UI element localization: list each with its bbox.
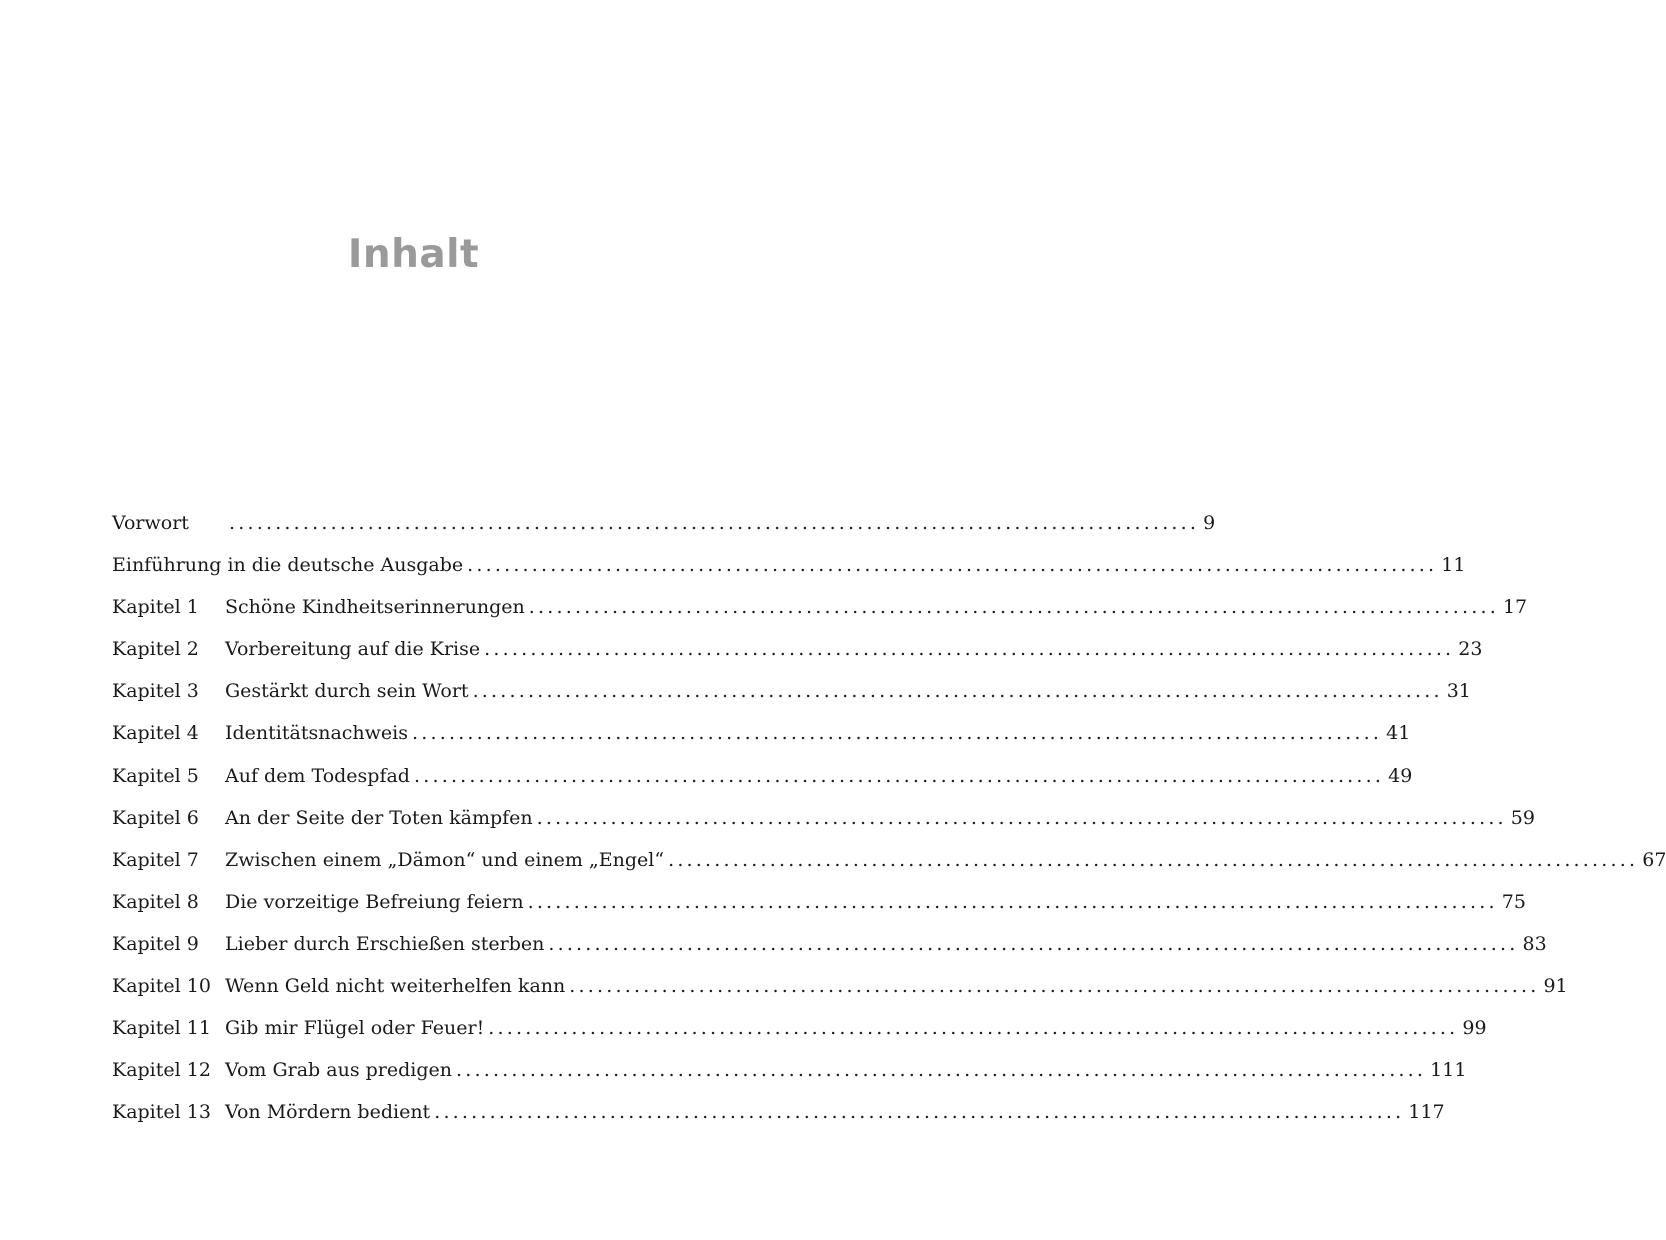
toc-entry-page: 11 (1441, 554, 1466, 577)
toc-leader-dots: ......................................................................................................... (536, 806, 1507, 829)
toc-entry[interactable] (112, 1095, 1445, 1137)
toc-entry-title: Zwischen einem „Dämon“ und einem „Engel“ (225, 848, 665, 871)
toc-entry[interactable] (112, 674, 1471, 716)
toc-entry[interactable] (112, 716, 1411, 758)
toc-entry[interactable] (112, 885, 1526, 927)
toc-entry[interactable] (112, 801, 1535, 843)
toc-entry-title: Lieber durch Erschießen sterben (225, 932, 545, 955)
page-title: Inhalt (347, 232, 480, 277)
toc-entry-label: Kapitel 5 (112, 764, 199, 787)
toc-entry[interactable] (112, 632, 1483, 674)
toc-entry-label: Kapitel 4 (112, 722, 199, 745)
toc-entry-label: Kapitel 9 (112, 932, 199, 955)
toc-leader-dots: ......................................................................................................... (229, 512, 1200, 534)
toc-entry-label: Kapitel 1 (112, 596, 199, 619)
toc-entry-page: 117 (1408, 1101, 1445, 1124)
toc-entry-label: Kapitel 12 (112, 1059, 211, 1082)
toc-entry-title: Wenn Geld nicht weiterhelfen kann (225, 975, 566, 998)
toc-entry-page: 17 (1502, 596, 1528, 619)
toc-leader-dots: ......................................................................................................... (434, 1101, 1405, 1124)
toc-entry-title: Von Mördern bedient (225, 1101, 431, 1124)
toc-leader-dots: ......................................................................................................... (548, 932, 1519, 955)
toc-entry-label: Kapitel 13 (112, 1101, 211, 1124)
toc-entry-title: Vom Grab aus predigen (225, 1059, 452, 1082)
toc-entry[interactable] (112, 843, 1666, 885)
toc-entry-label: Vorwort (112, 512, 189, 534)
toc-entry-page: 31 (1446, 680, 1471, 703)
toc-entry-title: Schöne Kindheitserinnerungen (225, 596, 525, 619)
toc-entry-page: 99 (1462, 1017, 1487, 1040)
toc-leader-dots: ......................................................................................................... (528, 596, 1499, 619)
toc-entry-page: 67 (1642, 848, 1666, 871)
toc-entry-title: Vorbereitung auf die Krise (225, 638, 481, 661)
toc-leader-dots: ......................................................................................................... (456, 1059, 1427, 1082)
toc-leader-dots: ......................................................................................................... (467, 554, 1438, 577)
toc-entry[interactable] (112, 759, 1413, 801)
toc-entry-title: Gib mir Flügel oder Feuer! (225, 1017, 485, 1040)
toc-leader-dots: ......................................................................................................... (413, 764, 1385, 787)
toc-entry-page: 111 (1430, 1059, 1467, 1082)
toc-entry-label: Kapitel 7 (112, 848, 199, 871)
toc-entry-page: 59 (1510, 806, 1535, 829)
toc-leader-dots: ......................................................................................................... (668, 848, 1639, 871)
toc-entry-page: 83 (1522, 932, 1547, 955)
toc-entry-page: 75 (1501, 890, 1526, 913)
toc-entry-label: Kapitel 6 (112, 806, 199, 829)
toc-entry[interactable] (112, 1011, 1487, 1053)
toc-entry-title: An der Seite der Toten kämpfen (225, 806, 533, 829)
table-of-contents (112, 506, 1666, 1137)
toc-entry-label: Kapitel 10 (112, 975, 211, 998)
toc-entry-page: 49 (1388, 764, 1413, 787)
toc-entry[interactable] (112, 590, 1528, 632)
toc-entry[interactable] (112, 927, 1547, 969)
toc-entry-label: Kapitel 3 (112, 680, 199, 703)
toc-leader-dots: ......................................................................................................... (488, 1017, 1459, 1040)
toc-entry[interactable] (112, 969, 1568, 1011)
toc-entry-title: Die vorzeitige Befreiung feiern (225, 890, 524, 913)
toc-entry-label: Kapitel 11 (112, 1017, 211, 1040)
toc-entry-page: 41 (1386, 722, 1411, 745)
toc-entry-page: 23 (1458, 638, 1483, 661)
toc-entry-page: 9 (1203, 512, 1216, 534)
toc-leader-dots: ......................................................................................................... (472, 680, 1443, 703)
toc-entry-title: Auf dem Todespfad (225, 764, 410, 787)
toc-entry-title: Gestärkt durch sein Wort (225, 680, 469, 703)
toc-entry-page: 91 (1543, 975, 1568, 998)
toc-leader-dots: ......................................................................................................... (484, 638, 1455, 661)
toc-entry-label: Einführung in die deutsche Ausgabe (112, 554, 464, 577)
toc-entry[interactable] (112, 1053, 1467, 1095)
toc-entry-label: Kapitel 8 (112, 890, 199, 913)
toc-leader-dots: ......................................................................................................... (569, 975, 1540, 998)
toc-leader-dots: ......................................................................................................... (527, 890, 1498, 913)
toc-entry[interactable] (112, 548, 1466, 590)
toc-leader-dots: ......................................................................................................... (412, 722, 1383, 745)
toc-entry-title: Identitätsnachweis (225, 722, 408, 745)
toc-entry-label: Kapitel 2 (112, 638, 199, 661)
toc-entry[interactable] (112, 506, 1216, 548)
